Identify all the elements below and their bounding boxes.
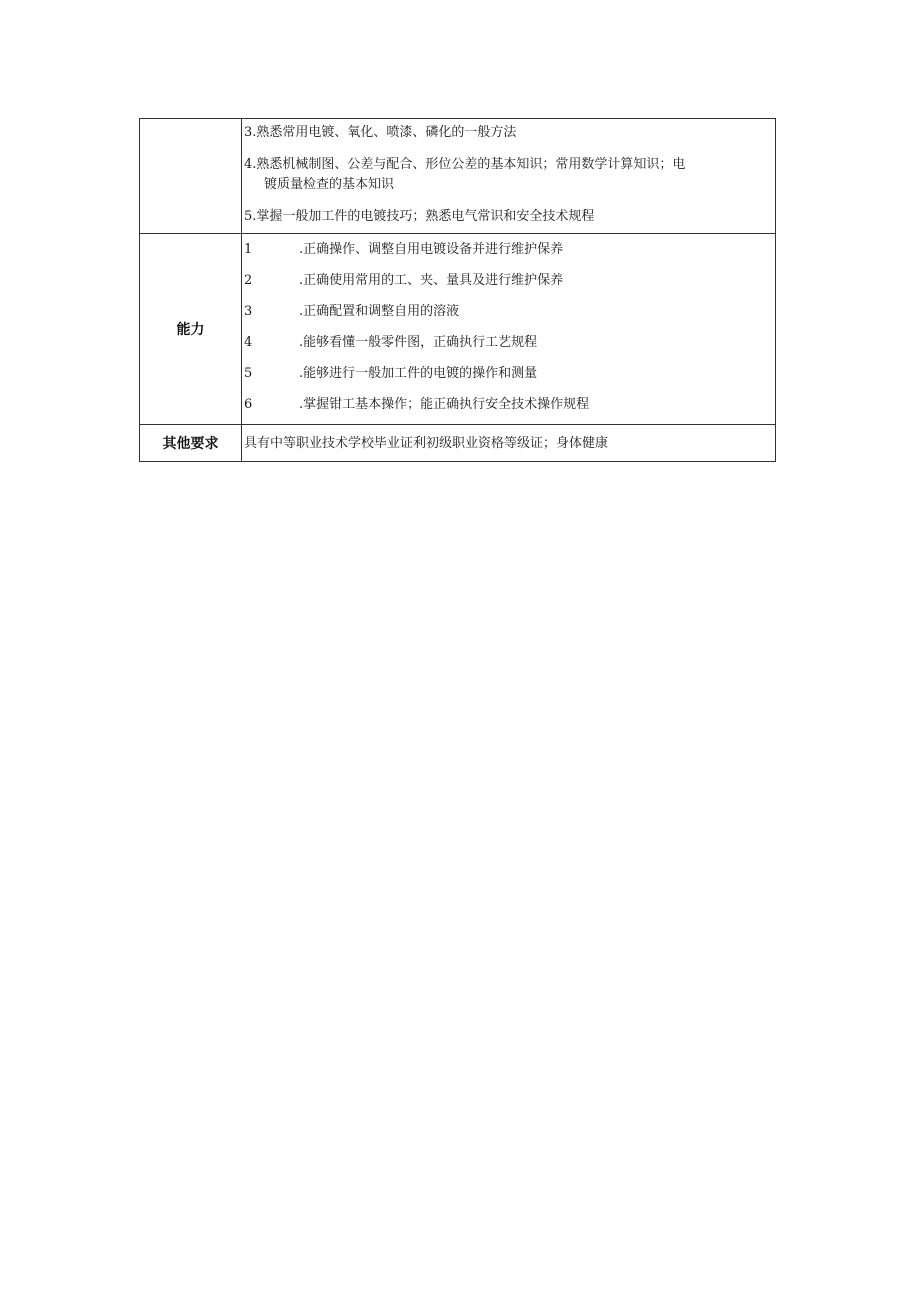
other-requirements-text: 具有中等职业技术学校毕业证利初级职业资格等级证；身体健康 <box>244 436 609 451</box>
ability-item-text: .正确操作、调整自用电镀设备并进行维护保养 <box>299 241 564 257</box>
ability-item <box>244 389 771 420</box>
other-requirements-row <box>140 425 776 462</box>
knowledge-item-3: 3.熟悉常用电镀、氧化、喷漆、磷化的一般方法 <box>244 125 517 140</box>
ability-label: 能力 <box>140 234 242 425</box>
ability-item <box>244 327 771 358</box>
ability-item-text: .能够进行一般加工件的电镀的操作和测量 <box>299 365 538 381</box>
knowledge-item-4-line-1: 4.熟悉机械制图、公差与配合、形位公差的基本知识；常用数学计算知识；电 <box>244 157 686 172</box>
ability-item-text: .正确使用常用的工、夹、量具及进行维护保养 <box>299 272 564 288</box>
ability-item-text: .能够看懂一般零件图，正确执行工艺规程 <box>299 334 538 350</box>
knowledge-row <box>140 119 776 234</box>
ability-item-number: 1 <box>244 241 253 257</box>
ability-row <box>140 234 776 425</box>
ability-list <box>244 234 771 424</box>
ability-item <box>244 265 771 296</box>
ability-item <box>244 358 771 389</box>
ability-item-number: 3 <box>244 303 253 319</box>
ability-item-text: .正确配置和调整自用的溶液 <box>299 303 460 319</box>
knowledge-item-4 <box>244 151 771 198</box>
ability-item <box>244 296 771 327</box>
ability-item-text: .掌握钳工基本操作；能正确执行安全技术操作规程 <box>299 396 590 412</box>
ability-content-cell <box>242 234 776 425</box>
other-requirements-content-cell <box>242 425 776 462</box>
knowledge-label-cell <box>140 119 242 234</box>
requirements-table <box>139 118 776 462</box>
knowledge-item-5: 5.掌握一般加工件的电镀技巧；熟悉电气常识和安全技术规程 <box>244 209 595 224</box>
knowledge-item-4-line-2: 镀质量检查的基本知识 <box>264 177 395 192</box>
other-requirements-label: 其他要求 <box>140 425 242 462</box>
ability-item-number: 4 <box>244 334 253 350</box>
ability-item <box>244 234 771 265</box>
knowledge-content-cell <box>242 119 776 234</box>
ability-item-number: 2 <box>244 272 253 288</box>
ability-item-number: 5 <box>244 365 253 381</box>
ability-item-number: 6 <box>244 396 253 412</box>
